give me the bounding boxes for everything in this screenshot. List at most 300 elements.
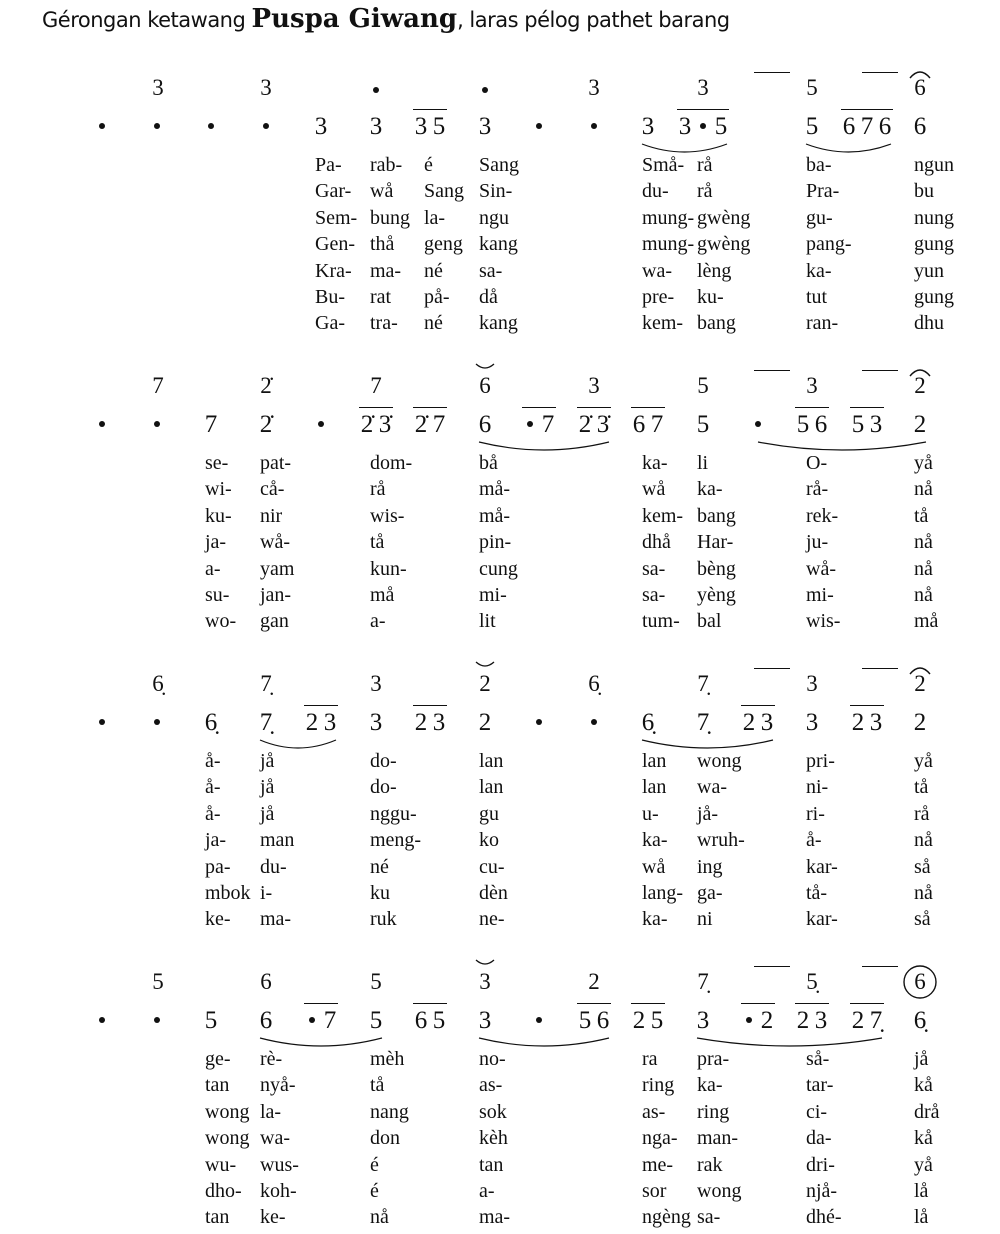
lyric-syllable: Sem- bbox=[315, 206, 358, 229]
lyric-syllable: yå bbox=[914, 1153, 933, 1176]
balungan-note: 3 bbox=[806, 671, 818, 696]
lyric-syllable: tan bbox=[479, 1153, 504, 1176]
balungan-note: 7̣ bbox=[697, 671, 709, 696]
vocal-note: 2 bbox=[851, 709, 865, 736]
lyric-syllable: Gen- bbox=[315, 233, 355, 256]
lyric-syllable: mèh bbox=[370, 1048, 405, 1070]
balungan-note: 3 bbox=[588, 373, 600, 398]
lyric-syllable: rat bbox=[370, 286, 392, 308]
lyric-syllable: pra- bbox=[697, 1048, 730, 1070]
lyric-syllable: kar- bbox=[806, 855, 838, 878]
lyric-syllable: wong bbox=[697, 750, 742, 772]
lyric-syllable: lit bbox=[479, 610, 496, 633]
lyric-syllable: gan bbox=[260, 610, 289, 633]
balungan-note: 5 bbox=[152, 969, 164, 994]
lyric-syllable: wå- bbox=[260, 531, 290, 554]
lyric-syllable: bung bbox=[370, 206, 410, 229]
lyric-syllable: dhu bbox=[914, 312, 944, 335]
lyric-syllable: lå bbox=[914, 1180, 929, 1202]
balungan-note: 5 bbox=[806, 75, 818, 100]
lyric-syllable: kar- bbox=[806, 908, 838, 931]
lyric-syllable: gung bbox=[914, 286, 954, 308]
vocal-note: 3 bbox=[432, 709, 446, 736]
lyric-syllable: wi- bbox=[205, 478, 232, 501]
lyric-syllable: ka- bbox=[642, 829, 668, 852]
lyric-syllable: nir bbox=[260, 504, 283, 527]
lyric-syllable: sa- bbox=[642, 557, 666, 580]
gong-circle-mark bbox=[904, 966, 936, 998]
lyric-syllable: don bbox=[370, 1127, 400, 1150]
lyric-syllable: kèh bbox=[479, 1127, 508, 1150]
vocal-note: 7̣ bbox=[259, 709, 273, 736]
vocal-note: 7 bbox=[860, 113, 874, 140]
vocal-note: 5 bbox=[851, 411, 865, 438]
lyric-syllable: Bu- bbox=[315, 286, 345, 308]
lyric-syllable: wå- bbox=[806, 557, 836, 580]
balungan-note: 3 bbox=[806, 373, 818, 398]
lyric-syllable: da- bbox=[806, 1127, 832, 1150]
lyric-syllable: dho- bbox=[205, 1180, 242, 1202]
lyric-syllable: ma- bbox=[370, 259, 402, 282]
lyric-syllable: jå bbox=[260, 776, 275, 799]
lyric-syllable: as- bbox=[479, 1074, 503, 1097]
vocal-note: 2 bbox=[796, 1007, 810, 1034]
lyric-syllable: yun bbox=[914, 259, 944, 282]
vocal-note: 3 bbox=[760, 709, 774, 736]
lyric-syllable: jå bbox=[914, 1048, 929, 1070]
balungan-note: 6 bbox=[914, 969, 926, 994]
lyric-syllable: så bbox=[914, 855, 931, 878]
lyric-syllable: é bbox=[424, 154, 433, 176]
lyric-syllable: du- bbox=[642, 180, 669, 203]
vocal-note: 7̣ bbox=[869, 1007, 883, 1034]
vocal-note: 7̣ bbox=[696, 709, 710, 736]
lyric-syllable: thå bbox=[370, 233, 395, 256]
vocal-slur bbox=[697, 1038, 882, 1046]
lyric-syllable: ba- bbox=[806, 154, 832, 176]
lyric-syllable: ma- bbox=[479, 1206, 511, 1229]
lyric-syllable: rå bbox=[370, 478, 386, 501]
lyric-syllable: mung- bbox=[642, 206, 695, 229]
lyric-syllable: nå bbox=[914, 882, 933, 904]
vocal-note: 3 bbox=[869, 709, 883, 736]
vocal-note: 6 bbox=[878, 113, 892, 140]
balungan-note: 7 bbox=[152, 373, 164, 398]
vocal-note: 6 bbox=[814, 411, 828, 438]
lyric-syllable: wa- bbox=[697, 776, 727, 799]
lyric-syllable: sok bbox=[479, 1100, 507, 1123]
vocal-note: 5 bbox=[432, 113, 446, 140]
balungan-note: 6̣ bbox=[588, 671, 600, 696]
lyric-syllable: wong bbox=[697, 1180, 742, 1202]
lyric-syllable: nå bbox=[914, 584, 933, 606]
vocal-note: 3 bbox=[869, 411, 883, 438]
lyric-syllable: rab- bbox=[370, 154, 403, 176]
lyric-syllable: ge- bbox=[205, 1048, 231, 1070]
vocal-slur bbox=[260, 1038, 382, 1046]
lyric-syllable: ni- bbox=[806, 776, 829, 799]
balungan-note: 2 bbox=[479, 671, 491, 696]
vocal-note: 5 bbox=[369, 1007, 383, 1034]
lyric-syllable: ngèng bbox=[642, 1206, 691, 1229]
kenong-mark bbox=[476, 960, 494, 964]
lyric-syllable: ruk bbox=[370, 908, 397, 931]
vocal-note: 5 bbox=[432, 1007, 446, 1034]
vocal-note: 7 bbox=[204, 411, 218, 438]
lyric-syllable: sa- bbox=[697, 1206, 721, 1229]
vocal-note: 3 bbox=[369, 113, 383, 140]
vocal-note: 7 bbox=[650, 411, 664, 438]
lyric-syllable: cu- bbox=[479, 855, 505, 878]
balungan-note: 7̣ bbox=[697, 969, 709, 994]
lyric-syllable: né bbox=[424, 312, 443, 335]
lyric-syllable: su- bbox=[205, 584, 230, 606]
lyric-syllable: O- bbox=[806, 452, 828, 474]
lyric-syllable: wus- bbox=[260, 1153, 299, 1176]
lyric-syllable: dom- bbox=[370, 452, 413, 474]
vocal-note: 2 bbox=[414, 709, 428, 736]
lyric-syllable: kå bbox=[914, 1074, 933, 1097]
title-song-name: Puspa Giwang bbox=[251, 4, 458, 34]
lyric-syllable: tå bbox=[370, 531, 385, 554]
lyric-syllable: wong bbox=[205, 1127, 250, 1150]
lyric-syllable: koh- bbox=[260, 1180, 297, 1202]
lyric-syllable: tut bbox=[806, 286, 828, 308]
lyric-syllable: dhå bbox=[642, 531, 671, 554]
lyric-syllable: ke- bbox=[260, 1206, 286, 1229]
balungan-note: 3 bbox=[152, 75, 164, 100]
lyric-syllable: man- bbox=[697, 1127, 739, 1150]
vocal-note: 3 bbox=[414, 113, 428, 140]
vocal-note: 5 bbox=[714, 113, 728, 140]
balungan-note: 3 bbox=[697, 75, 709, 100]
lyric-syllable: nung bbox=[914, 206, 954, 229]
lyric-syllable: sor bbox=[642, 1180, 667, 1202]
lyric-syllable: pat- bbox=[260, 452, 292, 474]
lyric-syllable: pang- bbox=[806, 233, 852, 256]
lyric-syllable: pa- bbox=[205, 855, 231, 878]
lyric-syllable: ma- bbox=[260, 908, 292, 931]
lyric-syllable: tå bbox=[370, 1074, 385, 1097]
vocal-note: 2 bbox=[851, 1007, 865, 1034]
vocal-note: 6 bbox=[596, 1007, 610, 1034]
lyric-syllable: i- bbox=[260, 882, 273, 904]
lyric-syllable: njå- bbox=[806, 1180, 838, 1202]
lyric-syllable: bang bbox=[697, 504, 736, 527]
vocal-note: 3̇ bbox=[596, 411, 610, 438]
vocal-note: 2 bbox=[632, 1007, 646, 1034]
lyric-syllable: lan bbox=[642, 750, 667, 772]
lyric-syllable: ri- bbox=[806, 802, 825, 825]
lyric-syllable: nggu- bbox=[370, 802, 417, 825]
vocal-note: 2̇ bbox=[360, 411, 374, 438]
lyric-syllable: pri- bbox=[806, 750, 835, 772]
lyric-syllable: lan bbox=[479, 776, 504, 799]
lyric-syllable: Har- bbox=[697, 531, 734, 554]
lyric-syllable: bal bbox=[697, 610, 722, 633]
lyric-syllable: å- bbox=[205, 750, 221, 772]
lyric-syllable: a- bbox=[370, 610, 386, 633]
lyric-syllable: rå bbox=[697, 154, 713, 176]
balungan-note: 6 bbox=[479, 373, 491, 398]
vocal-note: 2̇ bbox=[578, 411, 592, 438]
lyric-syllable: ka- bbox=[697, 1074, 723, 1097]
lyric-syllable: dhé- bbox=[806, 1206, 842, 1229]
lyric-syllable: ran- bbox=[806, 312, 839, 335]
balungan-note: 3 bbox=[588, 75, 600, 100]
lyric-syllable: Ga- bbox=[315, 312, 345, 335]
lyric-syllable: mung- bbox=[642, 233, 695, 256]
lyric-syllable: nå bbox=[914, 557, 933, 580]
lyric-syllable: bèng bbox=[697, 557, 736, 580]
balungan-note: 7̣ bbox=[260, 671, 272, 696]
lyric-syllable: wa- bbox=[260, 1127, 290, 1150]
vocal-note: 3 bbox=[478, 113, 492, 140]
vocal-note: 3 bbox=[805, 709, 819, 736]
lyric-syllable: wa- bbox=[642, 259, 672, 282]
lyric-syllable: mbok bbox=[205, 882, 251, 904]
lyric-syllable: bå bbox=[479, 452, 498, 474]
lyric-syllable: wå bbox=[642, 478, 666, 501]
vocal-note: 3 bbox=[814, 1007, 828, 1034]
lyric-syllable: ra bbox=[642, 1048, 658, 1070]
vocal-slur bbox=[479, 1038, 609, 1046]
lyric-syllable: cung bbox=[479, 557, 518, 580]
lyric-syllable: meng- bbox=[370, 829, 422, 852]
lyric-syllable: nyå- bbox=[260, 1074, 296, 1097]
vocal-note: 2 bbox=[305, 709, 319, 736]
vocal-note: 6 bbox=[632, 411, 646, 438]
lyric-syllable: må bbox=[370, 584, 395, 606]
lyric-syllable: ngun bbox=[914, 154, 954, 176]
vocal-note: 5 bbox=[805, 113, 819, 140]
vocal-note: 3̇ bbox=[378, 411, 392, 438]
lyric-syllable: yå bbox=[914, 452, 933, 474]
lyric-syllable: li bbox=[697, 452, 709, 474]
lyric-syllable: as- bbox=[642, 1100, 666, 1123]
lyric-syllable: yèng bbox=[697, 584, 736, 606]
lyric-syllable: bu bbox=[914, 180, 934, 203]
vocal-note: 3 bbox=[478, 1007, 492, 1034]
balungan-note: 5 bbox=[697, 373, 709, 398]
lyric-syllable: ka- bbox=[697, 478, 723, 501]
lyric-syllable: tra- bbox=[370, 312, 398, 335]
lyric-syllable: på- bbox=[424, 286, 450, 308]
lyric-syllable: gu bbox=[479, 802, 499, 825]
lyric-syllable: jå bbox=[260, 802, 275, 825]
lyric-syllable: é bbox=[370, 1180, 379, 1202]
lyric-syllable: drå bbox=[914, 1100, 940, 1123]
lyric-syllable: ne- bbox=[479, 908, 505, 931]
lyric-syllable: ku- bbox=[205, 504, 232, 527]
balungan-note: 5̣ bbox=[806, 969, 818, 994]
lyric-syllable: må- bbox=[479, 478, 511, 501]
lyric-syllable: lan bbox=[642, 776, 667, 799]
vocal-note: 2 bbox=[478, 709, 492, 736]
lyric-syllable: wis- bbox=[370, 504, 405, 527]
lyric-syllable: kang bbox=[479, 312, 518, 335]
title-suffix: , laras pélog pathet barang bbox=[457, 8, 730, 32]
lyric-syllable: tå bbox=[914, 776, 929, 799]
vocal-note: 3 bbox=[696, 1007, 710, 1034]
balungan-note: 6 bbox=[914, 75, 926, 100]
lyric-syllable: wå bbox=[370, 180, 394, 203]
lyric-syllable: me- bbox=[642, 1153, 674, 1176]
vocal-note: 6 bbox=[913, 113, 927, 140]
lyric-syllable: yam bbox=[260, 557, 295, 580]
lyric-syllable: nå bbox=[914, 829, 933, 852]
vocal-note: 2̇ bbox=[259, 411, 273, 438]
vocal-note: 6 bbox=[259, 1007, 273, 1034]
lyric-syllable: lå bbox=[914, 1206, 929, 1229]
lyric-syllable: bang bbox=[697, 312, 736, 335]
lyric-syllable: man bbox=[260, 829, 295, 852]
lyric-syllable: pre- bbox=[642, 286, 675, 308]
lyric-syllable: nå bbox=[914, 478, 933, 501]
lyric-syllable: jå bbox=[260, 750, 275, 772]
balungan-note: 2 bbox=[914, 373, 926, 398]
vocal-note: 2 bbox=[742, 709, 756, 736]
lyric-syllable: no- bbox=[479, 1048, 506, 1070]
lyric-syllable: Sang bbox=[424, 180, 464, 203]
lyric-syllable: rak bbox=[697, 1153, 723, 1176]
lyric-syllable: ring bbox=[642, 1074, 675, 1097]
balungan-note: 3 bbox=[479, 969, 491, 994]
lyric-syllable: å- bbox=[205, 776, 221, 799]
lyric-syllable: wruh- bbox=[697, 829, 745, 852]
vocal-note: 5 bbox=[204, 1007, 218, 1034]
lyric-syllable: sa- bbox=[479, 259, 503, 282]
lyric-syllable: a- bbox=[205, 557, 221, 580]
lyric-syllable: dri- bbox=[806, 1153, 835, 1176]
lyric-syllable: gwèng bbox=[697, 233, 751, 256]
lyric-syllable: ka- bbox=[806, 259, 832, 282]
lyric-syllable: tå- bbox=[806, 882, 828, 904]
lyric-syllable: tan bbox=[205, 1074, 230, 1097]
lyric-syllable: né bbox=[370, 855, 389, 878]
lyric-syllable: Sang bbox=[479, 154, 519, 176]
vocal-note: 2 bbox=[760, 1007, 774, 1034]
lyric-syllable: ga- bbox=[697, 882, 723, 904]
vocal-note: 5 bbox=[696, 411, 710, 438]
lyric-syllable: geng bbox=[424, 233, 463, 256]
lyric-syllable: ju- bbox=[806, 531, 829, 554]
lyric-syllable: né bbox=[424, 259, 443, 282]
vocal-note: 7 bbox=[432, 411, 446, 438]
vocal-note: 7 bbox=[541, 411, 555, 438]
lyric-syllable: ci- bbox=[806, 1100, 828, 1123]
lyric-syllable: Pa- bbox=[315, 154, 342, 176]
balungan-note: 7 bbox=[370, 373, 382, 398]
vocal-note: 2 bbox=[913, 411, 927, 438]
lyric-syllable: tum- bbox=[642, 610, 680, 633]
vocal-note: 5 bbox=[796, 411, 810, 438]
lyric-syllable: ni bbox=[697, 908, 713, 931]
lyric-syllable: wå bbox=[642, 855, 666, 878]
vocal-note: 6̣ bbox=[641, 709, 655, 736]
balungan-note: 3 bbox=[260, 75, 272, 100]
lyric-syllable: dèn bbox=[479, 882, 508, 904]
lyric-syllable: Små- bbox=[642, 154, 685, 176]
vocal-note: 3 bbox=[323, 709, 337, 736]
lyric-syllable: rè- bbox=[260, 1048, 283, 1070]
balungan-note: 2 bbox=[588, 969, 600, 994]
lyric-syllable: wong bbox=[205, 1100, 250, 1123]
lyric-syllable: la- bbox=[260, 1100, 282, 1123]
lyric-syllable: jan- bbox=[260, 584, 292, 606]
lyric-syllable: ja- bbox=[205, 829, 227, 852]
lyric-syllable: mi- bbox=[806, 584, 834, 606]
balungan-note: 2̇ bbox=[260, 373, 272, 398]
lyric-syllable: rå- bbox=[806, 478, 829, 501]
lyric-syllable: ring bbox=[697, 1100, 730, 1123]
vocal-note: 6 bbox=[414, 1007, 428, 1034]
lyric-syllable: å- bbox=[806, 829, 822, 852]
lyric-syllable: tå bbox=[914, 504, 929, 527]
lyric-syllable: ku bbox=[370, 882, 390, 904]
lyric-syllable: då bbox=[479, 286, 498, 308]
balungan-note: 5 bbox=[370, 969, 382, 994]
lyric-syllable: kem- bbox=[642, 312, 684, 335]
lyric-syllable: Pra- bbox=[806, 180, 840, 203]
lyric-syllable: cå- bbox=[260, 478, 285, 501]
vocal-note: 3 bbox=[641, 113, 655, 140]
lyric-syllable: lèng bbox=[697, 259, 732, 282]
lyric-syllable: wu- bbox=[205, 1153, 237, 1176]
vocal-note: 7 bbox=[323, 1007, 337, 1034]
lyric-syllable: gwèng bbox=[697, 206, 751, 229]
lyric-syllable: kem- bbox=[642, 504, 684, 527]
lyric-syllable: nå bbox=[370, 1206, 389, 1229]
lyric-syllable: å- bbox=[205, 802, 221, 825]
lyric-syllable: yå bbox=[914, 750, 933, 772]
lyric-syllable: ke- bbox=[205, 908, 231, 931]
lyric-syllable: må bbox=[914, 610, 939, 633]
lyric-syllable: rå bbox=[914, 802, 930, 825]
lyric-syllable: tar- bbox=[806, 1074, 834, 1097]
vocal-note: 6̣ bbox=[913, 1007, 927, 1034]
vocal-note: 5 bbox=[578, 1007, 592, 1034]
lyric-syllable: Sin- bbox=[479, 180, 513, 203]
vocal-note: 3 bbox=[678, 113, 692, 140]
lyric-syllable: ing bbox=[697, 855, 723, 878]
lyric-syllable: gung bbox=[914, 233, 954, 256]
lyric-syllable: wis- bbox=[806, 610, 841, 633]
lyric-syllable: kå bbox=[914, 1127, 933, 1150]
vocal-note: 6 bbox=[478, 411, 492, 438]
vocal-note: 5 bbox=[650, 1007, 664, 1034]
lyric-syllable: så bbox=[914, 908, 931, 931]
balungan-note: 6̣ bbox=[152, 671, 164, 696]
lyric-syllable: ka- bbox=[642, 452, 668, 474]
vocal-note: 2̇ bbox=[414, 411, 428, 438]
lyric-syllable: lan bbox=[479, 750, 504, 772]
lyric-syllable: rek- bbox=[806, 504, 839, 527]
vocal-note: 6 bbox=[842, 113, 856, 140]
lyric-syllable: så- bbox=[806, 1048, 830, 1070]
lyric-syllable: Gar- bbox=[315, 180, 352, 203]
lyric-syllable: do- bbox=[370, 750, 397, 772]
lyric-syllable: kun- bbox=[370, 557, 407, 580]
lyric-syllable: wo- bbox=[205, 610, 237, 633]
title-prefix: Gérongan ketawang bbox=[42, 8, 252, 32]
balungan-note: 6 bbox=[260, 969, 272, 994]
lyric-syllable: ka- bbox=[642, 908, 668, 931]
lyric-syllable: må- bbox=[479, 504, 511, 527]
lyric-syllable: é bbox=[370, 1153, 379, 1176]
vocal-note: 3 bbox=[369, 709, 383, 736]
lyric-syllable: ku- bbox=[697, 286, 724, 308]
